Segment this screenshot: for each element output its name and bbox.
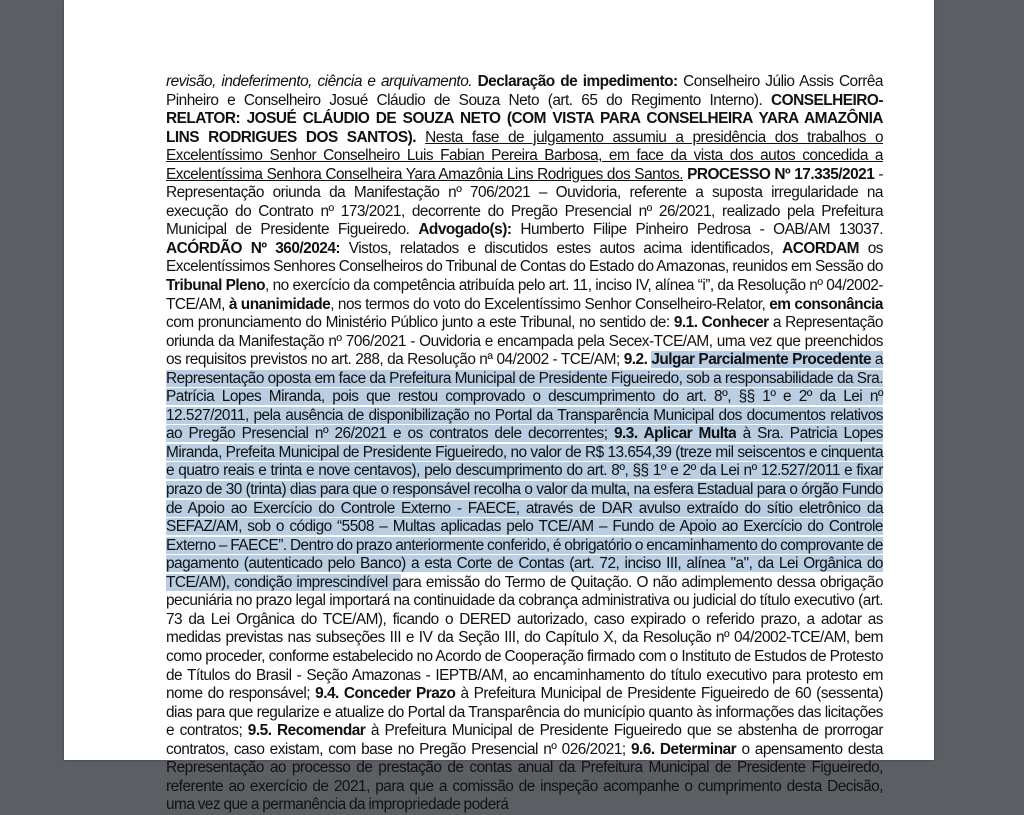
document-page: [64, 0, 934, 814]
highlighted-text: a Representação oposta em face da Prefeitura Municipal de Presidente Figueiredo, sob a responsabilidade da Sra. Patrícia Lopes Miranda, pois que restou comprovado o descumprimento do art. 8º, §§ 1º e 2º da Lei nº 12.527/2011, pela ausência de disponibilização no Portal da Transparência Municipal dos documentos relativos ao Pregão Presencial nº 26/2021 e os contratos dele decorrentes;: [166, 351, 883, 443]
text-run: Humberto Filipe Pinheiro Pedrosa - OAB/AM 13037.: [511, 221, 884, 239]
highlighted-text: Julgar Parcialmente Procedente: [651, 351, 871, 369]
text-run: 9.4. Conceder Prazo: [315, 685, 456, 703]
text-run: a Representação oriunda da Manifestação nº 706/2021 - Ouvidoria e encampada pela Secex-TCE/AM, uma vez que preenchidos os requisitos previstos no art. 288, da Resolução nª 04/2002 - TCE/AM;: [166, 314, 883, 369]
text-run: à Prefeitura Municipal de Presidente Figueiredo que se abstenha de prorrogar contratos, caso existam, com base no Pregão Presencial nº 026/2021;: [166, 722, 883, 758]
text-run: 9.5. Recomendar: [247, 722, 366, 740]
text-run: Vistos, relatados e discutidos estes autos acima identificados,: [340, 239, 783, 257]
text-run: - Representação oriunda da Manifestação nº 706/2021 – Ouvidoria, referente a suposta irregularidade na execução do Contrato nº 173/2021, decorrente do Pregão Presencial nº 26/2021, realizado pela Prefeitura Municipal de Presidente Figueiredo.: [166, 165, 883, 239]
text-run: Tribunal Pleno: [166, 277, 266, 295]
text-run: revisão, indeferimento, ciência e arquivamento.: [166, 73, 473, 90]
highlighted-text: à Sra. Patricia Lopes Miranda, Prefeita Municipal de Presidente Figueiredo, no valor de R$ 13.654,39 (treze mil seiscentos e cinquenta e quatro reais e trinta e nove centavos), pelo descumprimento do art. 8º, §§ 1º e 2º da Lei nº 12.527/2011 e fixar prazo de 30 (trinta) dias para que o responsável recolha o valor da multa, na esfera Estadual para o órgão Fundo de Apoio ao Exercício do Controle Externo - FAECE, através de DAR avulso extraído do sítio eletrônico da SEFAZ/AM, sob o código “5508 – Multas aplicadas pelo TCE/AM – Fundo de Apoio ao Exercício do Controle Externo – FAECE”. Dentro do prazo anteriormente conferido, é obrigatório o encaminhamento do comprovante de pagamento (autenticado pelo Banco) a esta Corte de Contas (art. 72, inciso III, alínea "a", da Lei Orgânica do TCE/AM), condição imprescindível p: [166, 425, 883, 591]
text-run: 9.6. Determinar: [630, 740, 737, 758]
text-run: à Prefeitura Municipal de Presidente Figueiredo de 60 (sessenta) dias para que regularize e atualize do Portal da Transparência do município quanto às informações das licitações e contratos;: [166, 685, 883, 740]
text-run: , no exercício da competência atribuída pelo art. 11, inciso IV, alínea “i”, da Resolução nº 04/2002-TCE/AM,: [166, 277, 883, 313]
text-run: o apensamento desta Representação ao processo de prestação de contas anual da Prefeitura Municipal de Presidente Figueiredo, referente ao exercício de 2021, para que a comissão de inspeção acompanhe o cumprimento desta Decisão, uma vez que a permanência da impropriedade poderá: [166, 740, 883, 814]
acordao-text: [166, 73, 883, 815]
text-run: , nos termos do voto do Excelentíssimo Senhor Conselheiro-Relator,: [330, 295, 770, 313]
text-run: os Excelentíssimos Senhores Conselheiros do Tribunal de Contas do Estado do Amazonas, reunidos em Sessão do: [166, 239, 883, 276]
text-run: 9.2.: [623, 351, 648, 369]
acordao-paragraph: [166, 73, 883, 815]
text-run: [416, 129, 425, 146]
text-run: Declaração de impedimento:: [477, 73, 678, 90]
text-run: ACORDAM: [782, 239, 860, 257]
text-run: em consonância: [769, 295, 883, 313]
text-run: PROCESSO Nº 17.335/2021: [687, 165, 875, 183]
text-run: com pronunciamento do Ministério Público junto a este Tribunal, no sentido de:: [166, 314, 674, 332]
text-run: CONSELHEIRO-RELATOR: JOSUÉ CLÁUDIO DE SOUZA NETO (COM VISTA PARA CONSELHEIRA YARA AMAZÔNIA LINS RODRIGUES DOS SANTOS).: [166, 91, 883, 146]
text-run: Nesta fase de julgamento assumiu a presidência dos trabalhos o Excelentíssimo Senhor Conselheiro Luis Fabian Pereira Barbosa, em face da vista dos autos concedida a Excelentíssima Senhora Conselheira Yara Amazônia Lins Rodrigues dos Santos.: [166, 128, 884, 183]
text-run: à unanimidade: [228, 295, 331, 313]
text-run: Advogado(s):: [418, 221, 512, 239]
highlighted-text: 9.3. Aplicar Multa: [613, 425, 737, 443]
text-run: Conselheiro Júlio Assis Corrêa Pinheiro e Conselheiro Josué Cláudio de Souza Neto (art. 65 do Regimento Interno).: [166, 73, 883, 109]
text-run: 9.1. Conhecer: [673, 314, 769, 332]
text-run: ara emissão do Termo de Quitação. O não adimplemento dessa obrigação pecuniária no prazo legal importará na continuidade da cobrança administrativa ou judicial do título executivo (art. 73 da Lei Orgânica do TCE/AM), ficando o DERED autorizado, caso expirado o referido prazo, a adotar as medidas previstas nas subseções III e IV da Seção III, do Capítulo X, da Resolução nº 04/2002-TCE/AM, bem como proceder, conforme estabelecido no Acordo de Cooperação firmado com o Instituto de Estudos de Protesto de Títulos do Brasil - Seção Amazonas - IEPTB/AM, ao encaminhamento do título executivo para protesto em nome do responsável;: [166, 573, 884, 703]
text-run: ACÓRDÃO Nº 360/2024:: [166, 239, 341, 257]
